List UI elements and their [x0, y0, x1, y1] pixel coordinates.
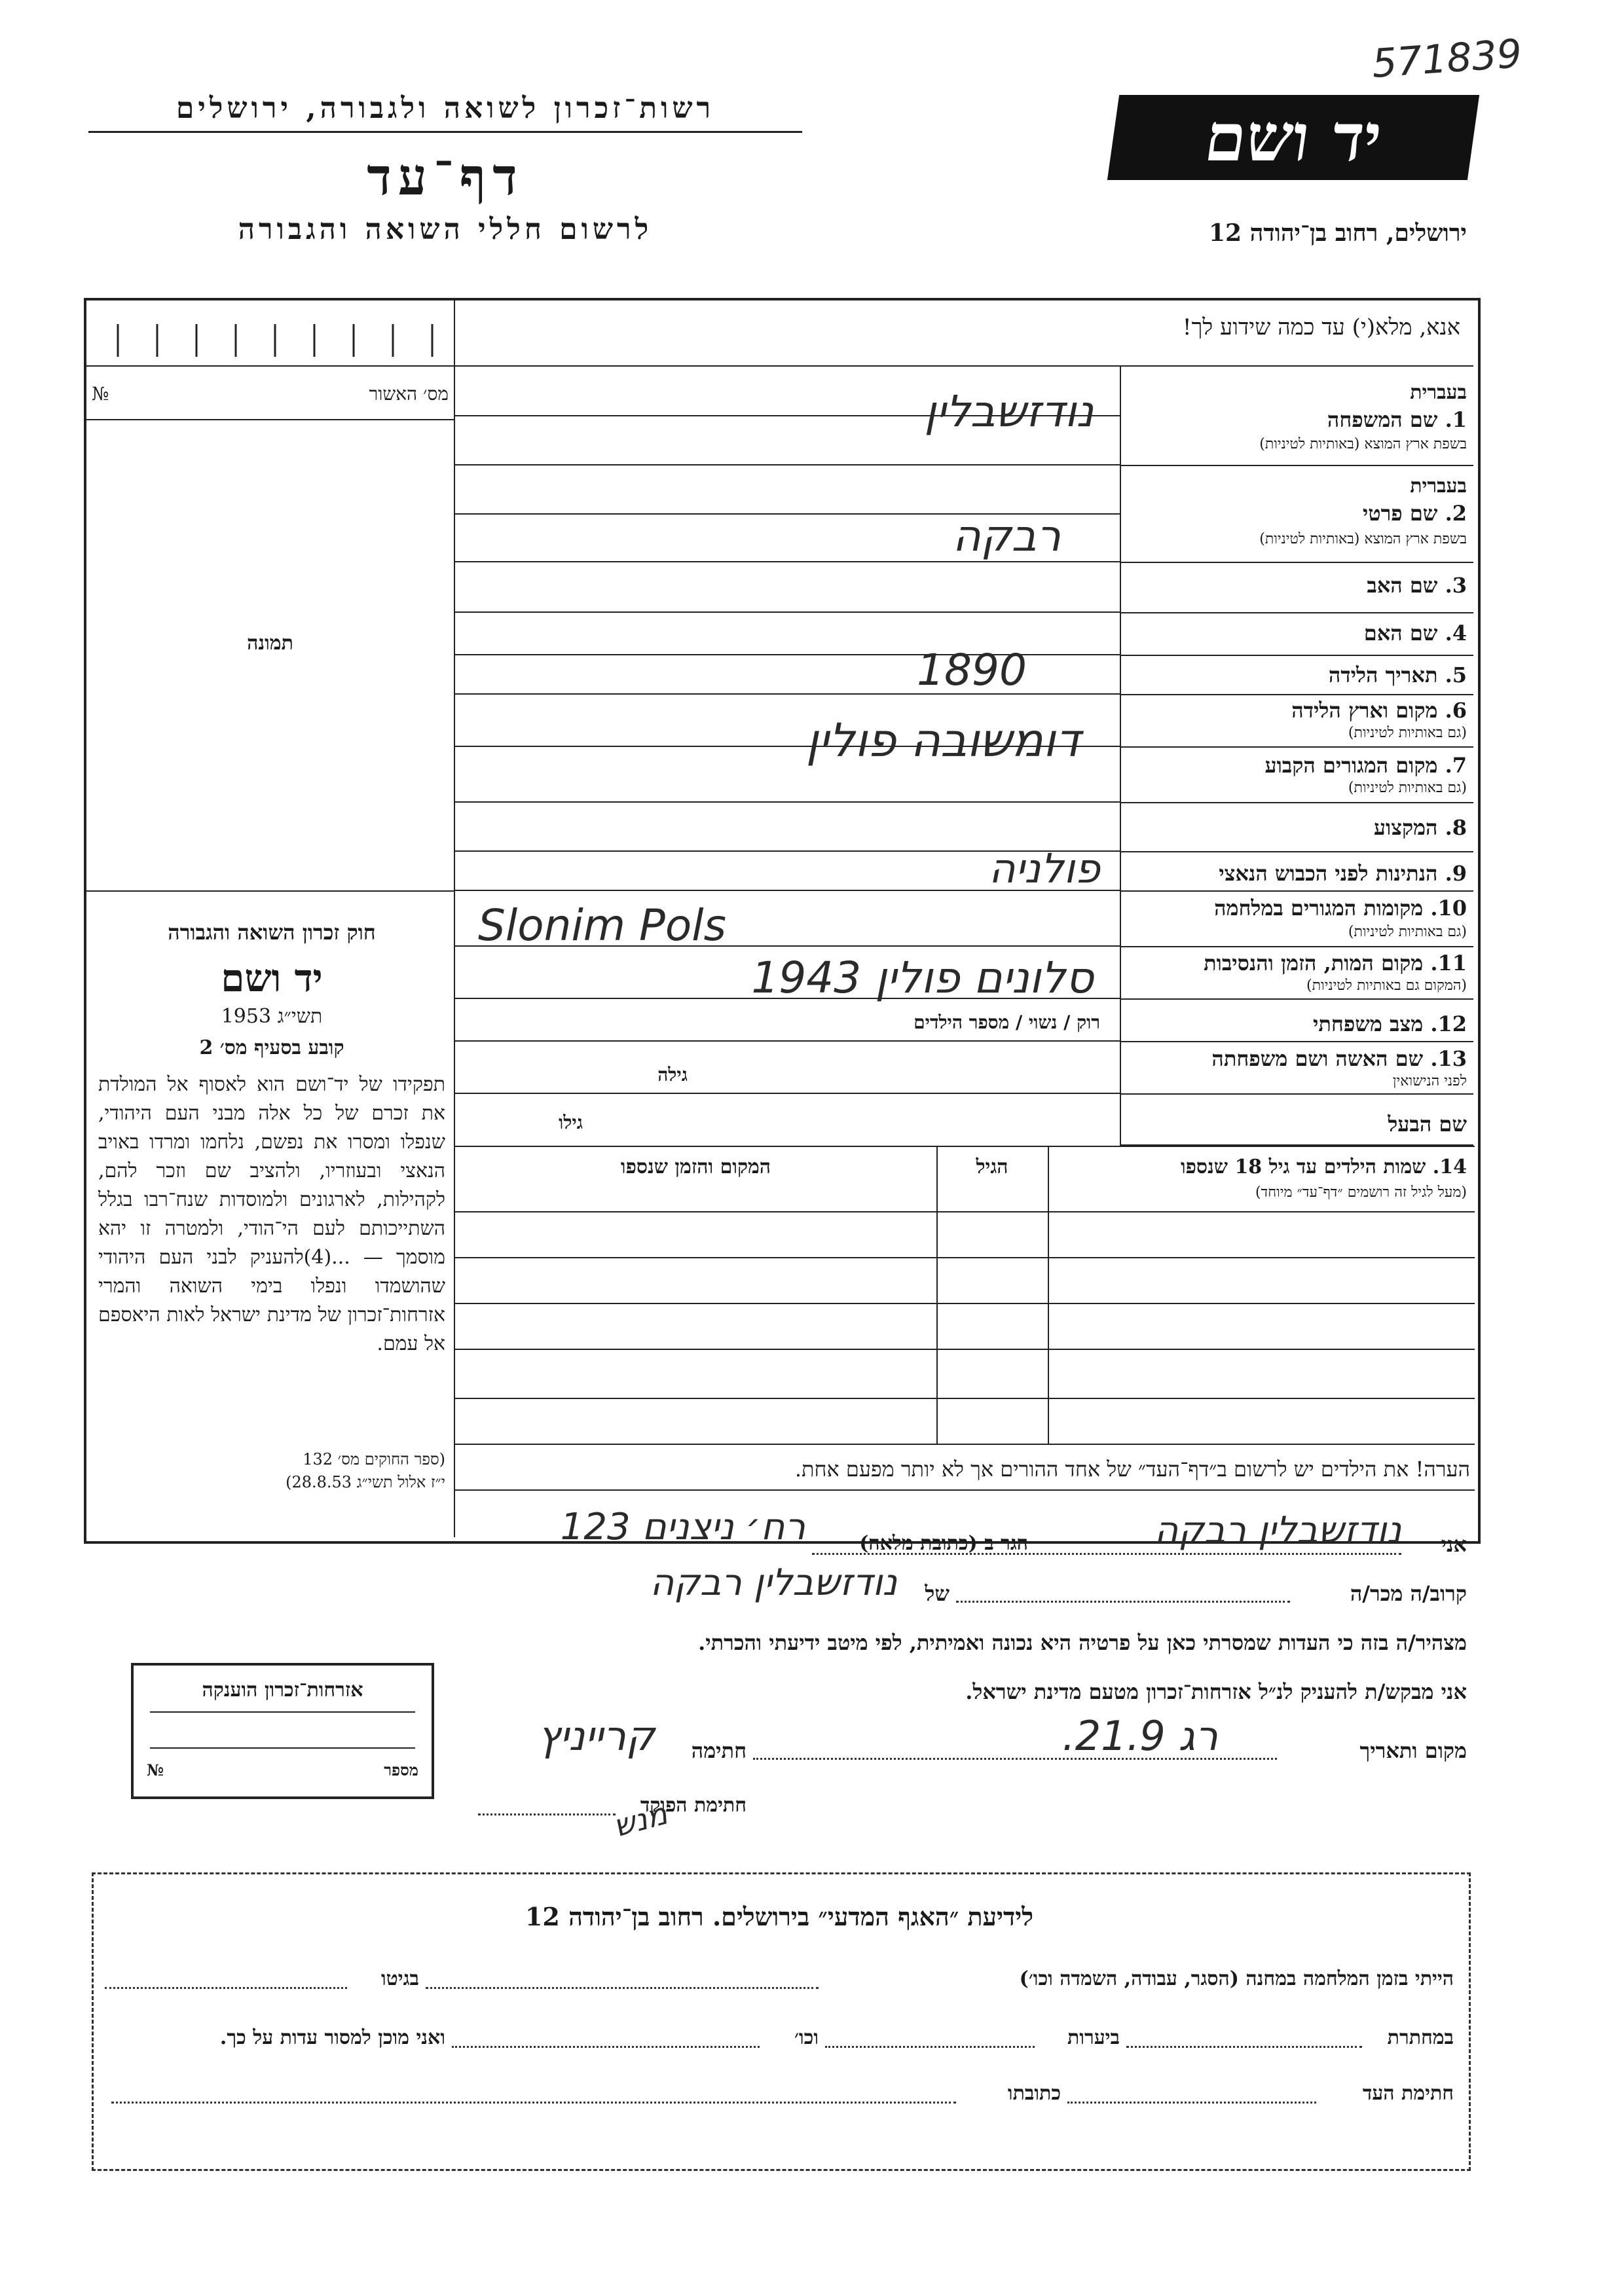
form-subtitle: לרשום חללי השואה והגבורה [238, 213, 653, 246]
field-5-num: 5. [1445, 663, 1467, 687]
field-10-value[interactable]: Slonim Pols [478, 900, 726, 951]
institution-address: ירושלים, רחוב בן־יהודה 12 [1208, 219, 1467, 247]
stamp-box-number-label: מספר [384, 1760, 418, 1779]
declarant-address[interactable]: רח׳ ניצנים 123 [560, 1506, 805, 1548]
footer-line2-c: וכו׳ [794, 2026, 819, 2049]
children-label [1054, 1156, 1467, 1178]
field-2-label-text: שם פרטי [1362, 501, 1438, 526]
children-label-text: שמות הילדים עד גיל 18 שנספו [1180, 1156, 1426, 1178]
field-11-num: 11. [1430, 951, 1467, 975]
field-4-num: 4. [1445, 621, 1467, 646]
field-8-label [1126, 815, 1467, 840]
field-2-sub: בשפת ארץ המוצא (באותיות לטיניות) [1259, 531, 1467, 547]
field-4-label [1126, 621, 1467, 646]
note: הערה! את הילדים יש לרשום ב״דף־העד״ של אחד ההורים אך לא יותר מפעם אחת. [794, 1457, 1470, 1482]
field-9-label [1126, 861, 1467, 886]
field-3-label-text: שם האב [1367, 573, 1438, 598]
request-text: אני מבקש/ת להעניק לנ״ל אזרחות־זכרון מטעם מדינת ישראל. [965, 1679, 1467, 1704]
field-11-value[interactable]: סלונים פולין 1943 [751, 953, 1094, 1003]
field-1-label [1126, 407, 1467, 432]
field-1-num: 1. [1445, 407, 1467, 432]
field-9-label-text: הנתינות לפני הכבוש הנאצי [1219, 861, 1438, 886]
law-name: יד ושם [221, 956, 323, 1000]
law-title: חוק זכרון השואה והגבורה [168, 920, 376, 945]
photo-label: תמונה [247, 632, 293, 655]
field-6-value[interactable]: דומשובה פולין [805, 714, 1080, 767]
children-num: 14. [1432, 1156, 1467, 1178]
place-date-value[interactable]: רג 21.9. [1061, 1712, 1218, 1760]
field-10-sub: (גם באותיות לטיניות) [1348, 924, 1467, 940]
field-8-num: 8. [1445, 815, 1467, 840]
field-5-value[interactable]: 1890 [917, 645, 1027, 695]
field-13-value[interactable]: גילה [657, 1064, 688, 1085]
field-2-value[interactable]: רבקה [952, 511, 1061, 561]
approval-number-row [92, 383, 449, 405]
field-2-label [1126, 501, 1467, 526]
declarant-lives-at: הגר ב (כתובת מלאה) [859, 1532, 1028, 1555]
signature-value[interactable]: קרייניץ [538, 1712, 655, 1760]
form-title: דף־עד [367, 147, 524, 207]
field-12-label [1126, 1011, 1467, 1036]
instruction: אנא, מלא(י) עד כמה שידוע לך! [1182, 314, 1460, 340]
document-number: 571839 [1370, 31, 1524, 87]
field-2-tag: בעברית [1410, 475, 1467, 498]
law-year-row [98, 1005, 445, 1028]
field-10-label [1126, 896, 1467, 920]
children-sub: (מעל לגיל זה רושמים ״דף־עד״ מיוחד) [1255, 1184, 1467, 1201]
field-7-label-text: מקום המגורים הקבוע [1264, 753, 1438, 778]
footer-line1-b: בגיטו [380, 1967, 419, 1990]
officer-sig-label: חתימת הפוקד [640, 1794, 747, 1817]
field-6-label [1126, 698, 1467, 723]
field-7-num: 7. [1445, 753, 1467, 778]
field-8-label-text: המקצוע [1373, 815, 1438, 840]
law-year: 1953 [221, 1005, 272, 1028]
declaration-text: מצהיר/ה בזה כי העדות שמסרתי כאן על פרטיה היא נכונה ואמיתית, לפי מיטב ידיעתי והכרתי. [698, 1630, 1467, 1655]
authority-name: רשות־זכרון לשואה ולגבורה, ירושלים [175, 92, 715, 125]
field-13-label [1126, 1046, 1467, 1071]
field-10-label-text: מקומות המגורים במלחמה [1214, 896, 1424, 920]
relative-of-label: של [925, 1581, 950, 1606]
field-husband-label: שם הבעל [1388, 1112, 1467, 1137]
citizenship-stamp-box [131, 1663, 434, 1799]
field-6-sub: (גם באותיות לטיניות) [1348, 725, 1467, 741]
officer-sig-value[interactable]: מנש [610, 1795, 671, 1844]
field-13-sub: לפני הנישואין [1392, 1073, 1467, 1089]
footer-line3-b: כתובתו [1007, 2082, 1061, 2105]
law-ref-1: (ספר החוקים מס׳ 132 [303, 1450, 445, 1468]
law-clause: קובע בסעיף מס׳ 2 [199, 1036, 344, 1059]
field-9-num: 9. [1445, 861, 1467, 886]
field-5-label [1126, 663, 1467, 687]
field-11-sub: (המקום גם באותיות לטיניות) [1306, 977, 1467, 994]
footer-line3-a: חתימת העד [1362, 2082, 1454, 2105]
field-5-label-text: תאריך הלידה [1328, 663, 1438, 687]
signature-label: חתימה [691, 1738, 747, 1763]
field-1-sub: בשפת ארץ המוצא (באותיות לטיניות) [1259, 436, 1467, 452]
field-3-label [1126, 573, 1467, 598]
field-12-num: 12. [1430, 1011, 1467, 1036]
stamp-box-number-row [147, 1760, 418, 1780]
field-husband-value[interactable]: גילו [559, 1112, 583, 1133]
approval-symbol: № [92, 383, 109, 405]
stamp-box-title: אזרחות־זכרון הוענקה [202, 1679, 363, 1702]
law-ref-2: י״ז אלול תשי״ג 28.8.53) [286, 1473, 445, 1491]
field-7-sub: (גם באותיות לטיניות) [1348, 780, 1467, 796]
footer-line2-b: ביערות [1067, 2026, 1120, 2049]
footer-line1-a: הייתי בזמן המלחמה במחנה (הסגר, עבודה, השמדה וכו׳) [1019, 1967, 1454, 1990]
declarant-name[interactable]: נודזשבלין רבקה [1154, 1509, 1401, 1552]
field-6-num: 6. [1445, 698, 1467, 723]
children-col-age: הגיל [976, 1156, 1008, 1178]
place-date-label: מקום ותאריך [1359, 1738, 1467, 1763]
field-11-label-text: מקום המות, הזמן והנסיבות [1204, 951, 1424, 975]
field-1-value[interactable]: נודזשבלין [924, 386, 1094, 437]
law-text: תפקידו של יד־ושם הוא לאסוף אל המולדת את זכרם של כל אלה מבני העם היהודי, שנפלו ומסרו את נפשם, נלחמו ומרדו באויב הנאצי ובעוזריו, ולהציב שם וזכר להם, לקהילות, לארגונים ולמוסדות שנח־רבו בגלל השתייכותם לעם הי־הודי, ולמטרה זו יהא מוסמך — ...(4)להעניק לבני העם היהודי שהושמדו ונפלו בימי השואה והמרי אזרחות־זכרון של מדינת ישראל לאות היאספם אל עמם. [98, 1073, 446, 1355]
field-13-label-text: שם האשה ושם משפחתה [1211, 1046, 1424, 1071]
field-1-tag: בעברית [1410, 381, 1467, 404]
footer-line2-d: ואני מוכן למסור עדות על כך. [219, 2026, 445, 2049]
header-rule [88, 131, 802, 133]
field-7-label [1126, 753, 1467, 778]
field-12-label-text: מצב משפחתי [1313, 1011, 1424, 1036]
approval-label: מס׳ האשור [369, 383, 449, 405]
field-13-num: 13. [1430, 1046, 1467, 1071]
relative-of-name[interactable]: נודזשבלין רבקה [650, 1561, 897, 1604]
field-2-num: 2. [1445, 501, 1467, 526]
field-9-value[interactable]: פולניה [988, 845, 1100, 892]
law-year-heb: תשי״ג [277, 1005, 323, 1028]
yad-vashem-logo: יד ושם [1107, 95, 1479, 180]
footer-line2-a: במחתרת [1387, 2026, 1454, 2049]
stamp-box-number-symbol: № [147, 1760, 164, 1779]
footer-title: לידיעת ״האגף המדעי״ בירושלים. רחוב בן־יהודה 12 [525, 1902, 1034, 1931]
field-1-label-text: שם המשפחה [1327, 407, 1438, 432]
declarant-ani: אני [1441, 1532, 1467, 1557]
field-10-num: 10. [1430, 896, 1467, 920]
relative-label: קרוב/ה מכר/ה [1350, 1581, 1467, 1606]
children-col-place: המקום והזמן שנספו [620, 1156, 771, 1178]
field-12-value[interactable]: רוק / נשוי / מספר הילדים [913, 1011, 1100, 1033]
field-11-label [1126, 951, 1467, 975]
field-3-num: 3. [1445, 573, 1467, 598]
field-6-label-text: מקום וארץ הלידה [1291, 698, 1438, 723]
ruler-ticks [92, 321, 445, 360]
field-4-label-text: שם האם [1363, 621, 1438, 646]
